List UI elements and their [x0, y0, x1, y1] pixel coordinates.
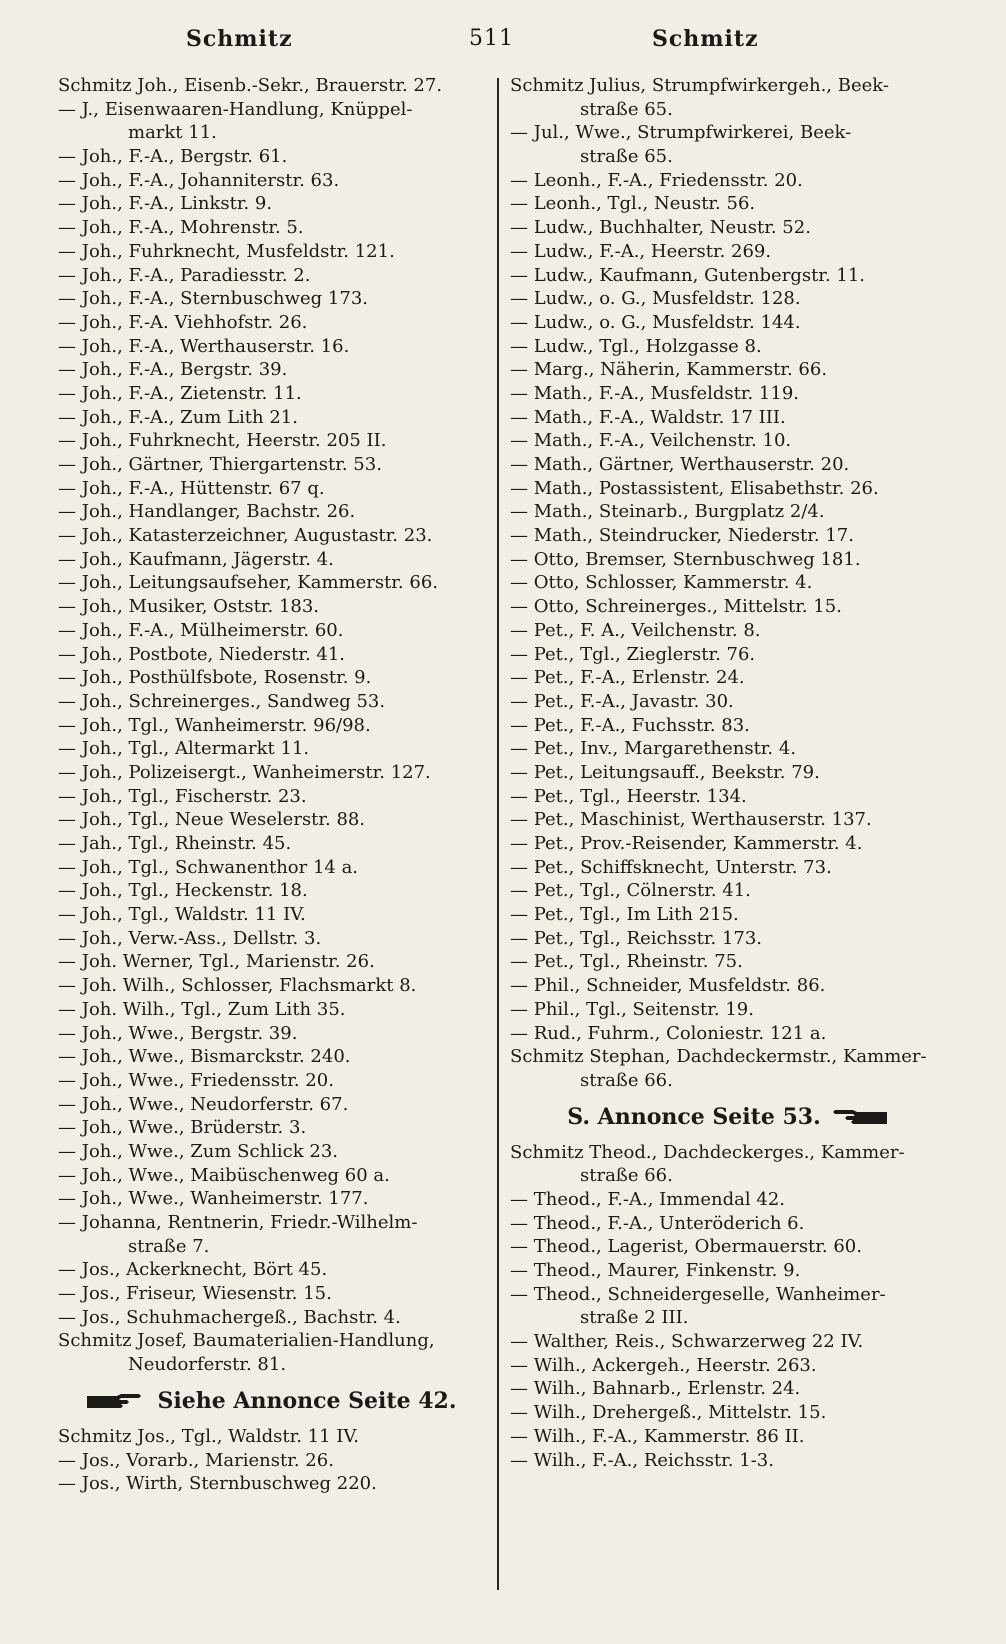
entry-continuation: straße 7.	[128, 1235, 210, 1257]
directory-entry: — Ludw., Buchhalter, Neustr. 52.	[510, 217, 811, 239]
directory-entry: — Jul., Wwe., Strumpfwirkerei, Beek-	[510, 122, 852, 144]
directory-entry: — Pet., Tgl., Rheinstr. 75.	[510, 951, 743, 973]
directory-entry: — Joh., Wwe., Neudorferstr. 67.	[58, 1093, 349, 1115]
directory-entry: — Jos., Ackerknecht, Bört 45.	[58, 1259, 328, 1281]
directory-entry: — Joh., Tgl., Neue Weselerstr. 88.	[58, 809, 366, 831]
pointing-hand-icon	[87, 1390, 147, 1412]
directory-entry: — Wilh., Drehergeß., Mittelstr. 15.	[510, 1402, 827, 1424]
directory-entry: — Pet., Tgl., Im Lith 215.	[510, 904, 739, 926]
directory-entry: — Joh., Schreinerges., Sandweg 53.	[58, 690, 386, 712]
directory-entry: — Wilh., F.-A., Kammerstr. 86 II.	[510, 1425, 805, 1447]
entry-continuation: Neudorferstr. 81.	[128, 1354, 287, 1376]
directory-entry: — Pet., Tgl., Reichsstr. 173.	[510, 927, 763, 949]
directory-entry: — Marg., Näherin, Kammerstr. 66.	[510, 359, 828, 381]
directory-entry: — Ludw., o. G., Musfeldstr. 128.	[510, 288, 801, 310]
directory-entry: — Joh., F.-A., Bergstr. 61.	[58, 146, 288, 168]
directory-entry: — Ludw., Kaufmann, Gutenbergstr. 11.	[510, 264, 866, 286]
directory-entry: — Pet., Inv., Margarethenstr. 4.	[510, 738, 797, 760]
directory-entry: — Math., Steindrucker, Niederstr. 17.	[510, 525, 854, 547]
directory-entry: — Johanna, Rentnerin, Friedr.-Wilhelm-	[58, 1212, 418, 1233]
directory-entry: — Joh. Wilh., Schlosser, Flachsmarkt 8.	[58, 975, 417, 997]
directory-entry: — Joh., Tgl., Heckenstr. 18.	[58, 880, 308, 902]
directory-entry: — Joh., Posthülfsbote, Rosenstr. 9.	[58, 667, 372, 689]
directory-entry: — Pet., Tgl., Heerstr. 134.	[510, 785, 747, 807]
directory-entry: — Joh., F.-A., Johanniterstr. 63.	[58, 169, 340, 191]
directory-entry: — Joh., F.-A., Werthauserstr. 16.	[58, 335, 350, 357]
directory-entry: Schmitz Stephan, Dachdeckermstr., Kammer-	[510, 1046, 927, 1068]
directory-entry: — Jos., Schuhmachergeß., Bachstr. 4.	[58, 1306, 401, 1328]
directory-entry: — Otto, Schlosser, Kammerstr. 4.	[510, 572, 813, 594]
directory-entry: — Joh., F.-A., Hüttenstr. 67 q.	[58, 477, 325, 499]
directory-entry: — Joh., F.-A., Zum Lith 21.	[58, 406, 298, 428]
directory-entry: — Math., F.-A., Waldstr. 17 III.	[510, 406, 786, 428]
directory-entry: — Joh., Kaufmann, Jägerstr. 4.	[58, 548, 334, 570]
directory-entry: — Math., Postassistent, Elisabethstr. 26.	[510, 477, 879, 499]
directory-entry: — Joh., Wwe., Wanheimerstr. 177.	[58, 1188, 369, 1210]
directory-entry: — Leonh., Tgl., Neustr. 56.	[510, 193, 756, 215]
directory-entry: — Ludw., Tgl., Holzgasse 8.	[510, 335, 762, 357]
directory-entry: — Joh., Tgl., Fischerstr. 23.	[58, 785, 307, 807]
right-column	[510, 74, 948, 1472]
directory-entry: — Otto, Schreinerges., Mittelstr. 15.	[510, 596, 842, 618]
directory-entry: — Joh., Polizeisergt., Wanheimerstr. 127.	[58, 761, 431, 783]
directory-entry: — Rud., Fuhrm., Coloniestr. 121 a.	[510, 1022, 827, 1044]
directory-entry: — Pet., Tgl., Zieglerstr. 76.	[510, 643, 756, 665]
directory-entry: — Joh., Tgl., Schwanenthor 14 a.	[58, 856, 359, 878]
directory-entry: — Wilh., Ackergeh., Heerstr. 263.	[510, 1354, 817, 1376]
directory-entry: — Pet., Maschinist, Werthauserstr. 137.	[510, 809, 872, 831]
directory-entry: — Joh., Tgl., Wanheimerstr. 96/98.	[58, 714, 371, 736]
directory-entry: — Pet., Tgl., Cölnerstr. 41.	[510, 880, 751, 902]
directory-entry: — Walther, Reis., Schwarzerweg 22 IV.	[510, 1331, 864, 1353]
entry-continuation: straße 2 III.	[580, 1307, 689, 1329]
directory-entry: — Joh., Wwe., Zum Schlick 23.	[58, 1140, 339, 1162]
directory-entry: — Wilh., F.-A., Reichsstr. 1-3.	[510, 1449, 774, 1471]
left-column	[58, 74, 486, 1496]
directory-entry: — Phil., Schneider, Musfeldstr. 86.	[510, 975, 826, 997]
directory-entry: — Theod., Lagerist, Obermauerstr. 60.	[510, 1236, 862, 1258]
directory-entry: — Joh., F.-A. Viehhofstr. 26.	[58, 311, 308, 333]
directory-entry: — Jah., Tgl., Rheinstr. 45.	[58, 833, 292, 854]
directory-entry: — Pet., F.-A., Erlenstr. 24.	[510, 667, 745, 689]
directory-entry: — Pet., Schiffsknecht, Unterstr. 73.	[510, 856, 832, 878]
directory-entry: — Pet., Leitungsauff., Beekstr. 79.	[510, 761, 820, 783]
annonce-reference	[58, 1377, 486, 1425]
page-number: 511	[469, 26, 514, 51]
directory-entry: — Joh., F.-A., Mülheimerstr. 60.	[58, 619, 344, 641]
directory-entry: — Joh., F.-A., Linkstr. 9.	[58, 193, 273, 215]
annonce-text: Siehe Annonce Seite 42.	[157, 1387, 457, 1414]
directory-entry: — Joh., Postbote, Niederstr. 41.	[58, 643, 346, 665]
directory-entry: — Pet., F. A., Veilchenstr. 8.	[510, 619, 761, 641]
directory-entry: — Joh., Gärtner, Thiergartenstr. 53.	[58, 454, 382, 475]
directory-entry: — Joh., F.-A., Sternbuschweg 173.	[58, 288, 369, 310]
directory-entry: — Pet., Prov.-Reisender, Kammerstr. 4.	[510, 833, 863, 854]
directory-entry: — Otto, Bremser, Sternbuschweg 181.	[510, 548, 861, 570]
directory-entry: — Phil., Tgl., Seitenstr. 19.	[510, 998, 754, 1020]
directory-entry: — Joh., F.-A., Paradiesstr. 2.	[58, 264, 311, 286]
directory-entry: — Math., F.-A., Musfeldstr. 119.	[510, 382, 800, 404]
directory-entry: — Jos., Friseur, Wiesenstr. 15.	[58, 1283, 332, 1305]
directory-entry: — Joh., Wwe., Brüderstr. 3.	[58, 1117, 307, 1139]
directory-entry: — Joh., Wwe., Maibüschenweg 60 a.	[58, 1164, 390, 1186]
directory-entry: — Joh., Fuhrknecht, Heerstr. 205 II.	[58, 430, 387, 452]
directory-entry: — Joh., Fuhrknecht, Musfeldstr. 121.	[58, 240, 395, 262]
directory-entry: — Theod., F.-A., Immendal 42.	[510, 1188, 786, 1210]
directory-entry: — Joh., F.-A., Bergstr. 39.	[58, 359, 288, 381]
entry-continuation: markt 11.	[128, 122, 217, 144]
directory-entry: — Joh., F.-A., Mohrenstr. 5.	[58, 217, 304, 239]
directory-entry: Schmitz Josef, Baumaterialien-Handlung,	[58, 1330, 435, 1352]
entry-continuation: straße 66.	[580, 1069, 673, 1091]
entry-continuation: straße 66.	[580, 1165, 673, 1187]
directory-entry: — Leonh., F.-A., Friedensstr. 20.	[510, 169, 803, 191]
entry-continuation: straße 65.	[580, 146, 673, 168]
directory-entry: — Math., Steinarb., Burgplatz 2/4.	[510, 501, 825, 523]
directory-entry: — Joh., Handlanger, Bachstr. 26.	[58, 501, 356, 523]
directory-entry: — Ludw., o. G., Musfeldstr. 144.	[510, 311, 801, 333]
directory-entry: — Joh., Wwe., Bismarckstr. 240.	[58, 1046, 351, 1068]
directory-entry: — Jos., Wirth, Sternbuschweg 220.	[58, 1473, 377, 1495]
directory-entry: — Pet., F.-A., Fuchsstr. 83.	[510, 714, 750, 736]
directory-entry: — Joh., Musiker, Oststr. 183.	[58, 596, 320, 618]
directory-entry: Schmitz Joh., Eisenb.-Sekr., Brauerstr. 27.	[58, 75, 443, 96]
directory-entry: — Joh., Wwe., Bergstr. 39.	[58, 1022, 298, 1044]
pointing-hand-icon	[831, 1106, 891, 1128]
directory-entry: — Joh. Wilh., Tgl., Zum Lith 35.	[58, 998, 346, 1020]
entry-continuation: straße 65.	[580, 98, 673, 120]
header-right-name: Schmitz	[652, 26, 759, 52]
directory-entry: — Joh., Tgl., Waldstr. 11 IV.	[58, 904, 306, 926]
directory-entry: — Ludw., F.-A., Heerstr. 269.	[510, 240, 772, 262]
directory-entry: — Joh., F.-A., Zietenstr. 11.	[58, 382, 302, 404]
column-divider	[497, 78, 499, 1590]
directory-entry: — Pet., F.-A., Javastr. 30.	[510, 690, 734, 712]
directory-entry: — Math., Gärtner, Werthauserstr. 20.	[510, 454, 850, 475]
directory-entry: — Wilh., Bahnarb., Erlenstr. 24.	[510, 1378, 801, 1400]
directory-entry: — Theod., Schneidergeselle, Wanheimer-	[510, 1283, 886, 1305]
directory-entry: — Math., F.-A., Veilchenstr. 10.	[510, 430, 792, 452]
directory-entry: — Joh., Leitungsaufseher, Kammerstr. 66.	[58, 572, 439, 594]
directory-entry: — Joh., Katasterzeichner, Augustastr. 23.	[58, 525, 433, 547]
annonce-text: S. Annonce Seite 53.	[567, 1103, 821, 1130]
directory-entry: — Joh., Tgl., Altermarkt 11.	[58, 738, 310, 760]
directory-entry: — Joh., Verw.-Ass., Dellstr. 3.	[58, 927, 322, 949]
directory-entry: Schmitz Theod., Dachdeckerges., Kammer-	[510, 1141, 905, 1163]
annonce-reference	[510, 1093, 948, 1141]
directory-entry: Schmitz Jos., Tgl., Waldstr. 11 IV.	[58, 1425, 359, 1447]
directory-entry: — J., Eisenwaaren-Handlung, Knüppel-	[58, 98, 413, 120]
directory-entry: — Joh. Werner, Tgl., Marienstr. 26.	[58, 951, 375, 973]
directory-entry: — Jos., Vorarb., Marienstr. 26.	[58, 1449, 334, 1471]
header-left-name: Schmitz	[186, 26, 293, 52]
directory-entry: — Joh., Wwe., Friedensstr. 20.	[58, 1069, 334, 1091]
directory-entry: Schmitz Julius, Strumpfwirkergeh., Beek-	[510, 75, 889, 96]
directory-entry: — Theod., F.-A., Unteröderich 6.	[510, 1212, 805, 1234]
directory-entry: — Theod., Maurer, Finkenstr. 9.	[510, 1260, 801, 1281]
